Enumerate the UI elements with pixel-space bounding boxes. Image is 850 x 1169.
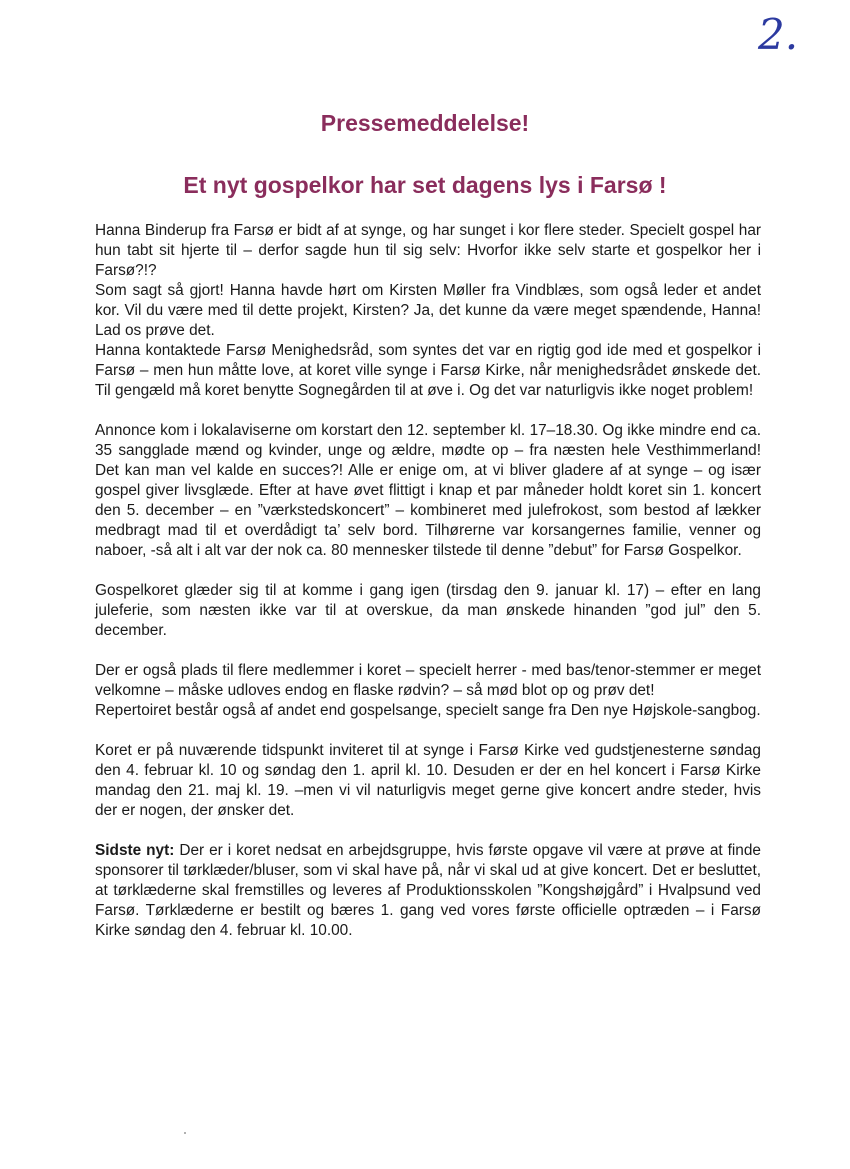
latest-news-label: Sidste nyt: — [95, 842, 175, 859]
paragraph-members — [95, 661, 761, 721]
paragraph-latest-news — [95, 841, 761, 941]
paragraph-line: Annonce kom i lokalaviserne om korstart den 12. september kl. 17–18.30. Og ikke mindre end ca. 35 sangglade mænd og kvinder, unge og ældre, mødte op – fra næsten hele Vesthimmerland! Det kan man vel kalde en succes?! Alle er enige om, at vi bliver gladere af at synge – og især gospel giver livsglæde. Efter at have øvet flittigt i knap et par måneder holdt koret sin 1. koncert den 5. december – en ”værkstedskoncert” – kombineret med julefrokost, som bestod af lækker medbragt mad til et overdådigt ta’ selv bord. Tilhørerne var korsangernes familie, venner og naboer, -så alt i alt var der nok ca. 80 mennesker tilstede til denne ”debut” for Farsø Gospelkor. — [95, 422, 761, 559]
document-title: Pressemeddelelse! — [320, 110, 530, 136]
paragraph-line: Hanna kontaktede Farsø Menighedsråd, som syntes det var en rigtig god ide med et gospelkor i Farsø – men hun måtte love, at koret ville synge i Farsø Kirke, når menighedsrådet ønskede det. Til gengæld må koret benytte Sognegården til at øve i. Og det var naturligvis ikke noget problem! — [95, 342, 761, 399]
paragraph-line: Koret er på nuværende tidspunkt inviteret til at synge i Farsø Kirke ved gudstjenesterne søndag den 4. februar kl. 10 og søndag den 1. april kl. 10. Desuden er der en hel koncert i Farsø Kirke mandag den 21. maj kl. 19. –men vi vil naturligvis meget gerne give koncert andre steder, hvis der er nogen, der ønsker det. — [95, 742, 761, 819]
paragraph-concerts — [95, 741, 761, 821]
paragraph-line: Gospelkoret glæder sig til at komme i gang igen (tirsdag den 9. januar kl. 17) – efter en lang juleferie, som næsten ikke var til at overskue, da man ønskede hinanden ”god jul” den 5. december. — [95, 582, 761, 639]
paragraph-line: Der er også plads til flere medlemmer i koret – specielt herrer - med bas/tenor-stemmer er meget velkomne – måske udloves endog en flaske rødvin? – så mød blot op og prøv det! — [95, 662, 761, 699]
paragraph-restart — [95, 581, 761, 641]
handwritten-page-number: 2. — [758, 10, 799, 59]
paragraph-intro — [95, 221, 761, 401]
paragraph-start — [95, 421, 761, 561]
paragraph-line: Der er i koret nedsat en arbejdsgruppe, hvis første opgave vil være at prøve at finde sponsorer til tørklæder/bluser, som vi skal have på, når vi skal ud at give koncert. Det er besluttet, at tørklæderne skal fremstilles og leveres af Produktionsskolen ”Kongshøjgård” i Hvalpsund ved Farsø. Tørklæderne er bestilt og bæres 1. gang ved vores første officielle optræden – i Farsø Kirke søndag den 4. februar kl. 10.00. — [95, 842, 761, 939]
document-subtitle: Et nyt gospelkor har set dagens lys i Farsø ! — [183, 172, 667, 198]
scan-speck — [184, 1132, 186, 1134]
paragraph-line: Hanna Binderup fra Farsø er bidt af at synge, og har sunget i kor flere steder. Specielt gospel har hun tabt sit hjerte til – derfor sagde hun til sig selv: Hvorfor ikke selv starte et gospelkor her i Farsø?!? — [95, 222, 761, 279]
paragraph-line: Repertoiret består også af andet end gospelsange, specielt sange fra Den nye Højskole-sangbog. — [95, 702, 761, 719]
paragraph-line: Som sagt så gjort! Hanna havde hørt om Kirsten Møller fra Vindblæs, som også leder et andet kor. Vil du være med til dette projekt, Kirsten? Ja, det kunne da være meget spændende, Hanna! Lad os prøve det. — [95, 282, 761, 339]
press-release-body — [95, 221, 761, 961]
